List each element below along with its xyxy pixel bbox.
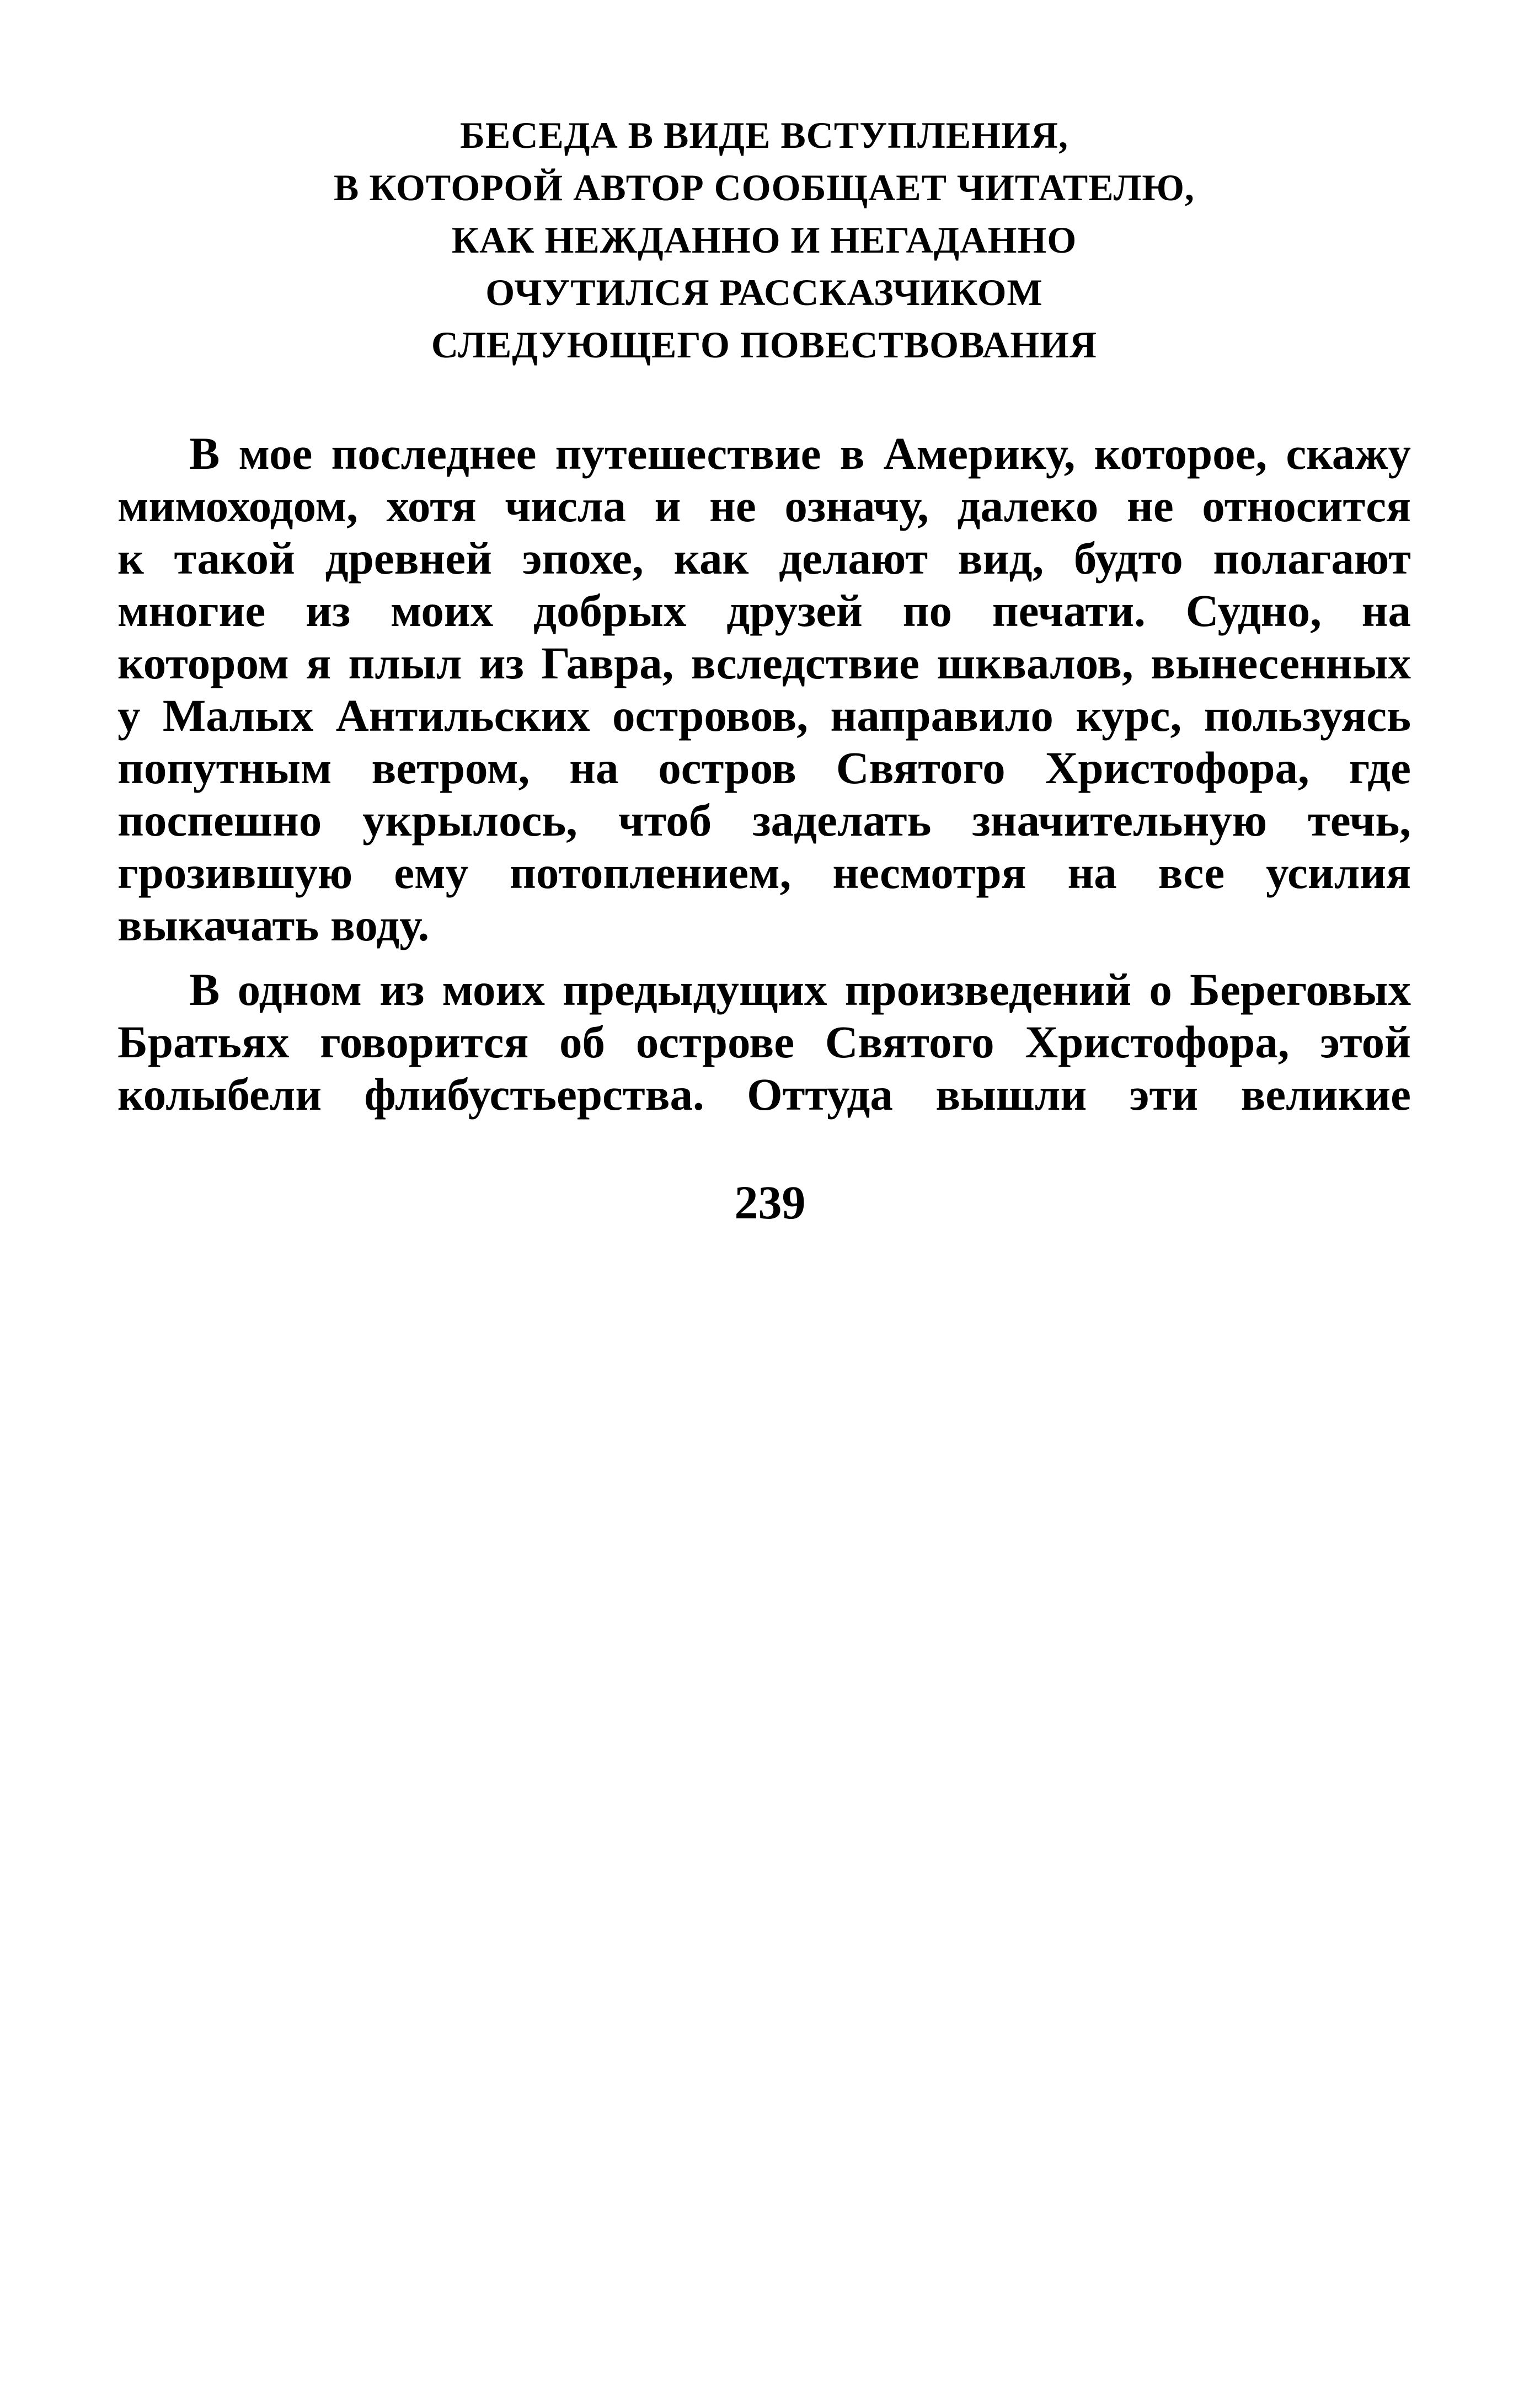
text-line: Братьях говорится об острове Святого Христофора, этой	[117, 1017, 1411, 1067]
text-line: колыбели флибустьерства. Оттуда вышли эти великие	[117, 1069, 1411, 1120]
text-line: котором я плыл из Гавра, вследствие шквалов, вынесенных	[117, 638, 1411, 688]
heading-line: БЕСЕДА В ВИДЕ ВСТУПЛЕНИЯ,	[460, 114, 1068, 156]
text-line: многие из моих добрых друзей по печати. Судно, на	[117, 585, 1411, 636]
body-text	[117, 427, 1411, 1121]
text-line: к такой древней эпохе, как делают вид, будто полагают	[117, 533, 1411, 584]
text-line: мимоходом, хотя числа и не означу, далеко не относится	[117, 480, 1411, 531]
text-line: грозившую ему потоплением, несмотря на все усилия	[117, 847, 1411, 898]
heading-line: КАК НЕЖДАННО И НЕГАДАННО	[451, 219, 1077, 261]
chapter-heading	[117, 109, 1411, 371]
text-line: попутным ветром, на остров Святого Христофора, где	[117, 742, 1411, 793]
paragraph-1	[117, 427, 1411, 951]
text-line: В одном из моих предыдущих произведений о Береговых	[189, 964, 1411, 1015]
text-line: выкачать воду.	[117, 900, 430, 950]
text-line: поспешно укрылось, чтоб заделать значительную течь,	[117, 795, 1411, 846]
text-line: у Малых Антильских островов, направило курс, пользуясь	[117, 690, 1411, 741]
paragraph-2	[117, 964, 1411, 1121]
heading-line: ОЧУТИЛСЯ РАССКАЗЧИКОМ	[485, 271, 1043, 313]
page-number: 239	[734, 1176, 806, 1229]
heading-line: В КОТОРОЙ АВТОР СООБЩАЕТ ЧИТАТЕЛЮ,	[334, 167, 1195, 208]
text-line: В мое последнее путешествие в Америку, которое, скажу	[189, 428, 1411, 479]
heading-line: СЛЕДУЮЩЕГО ПОВЕСТВОВАНИЯ	[431, 324, 1098, 366]
